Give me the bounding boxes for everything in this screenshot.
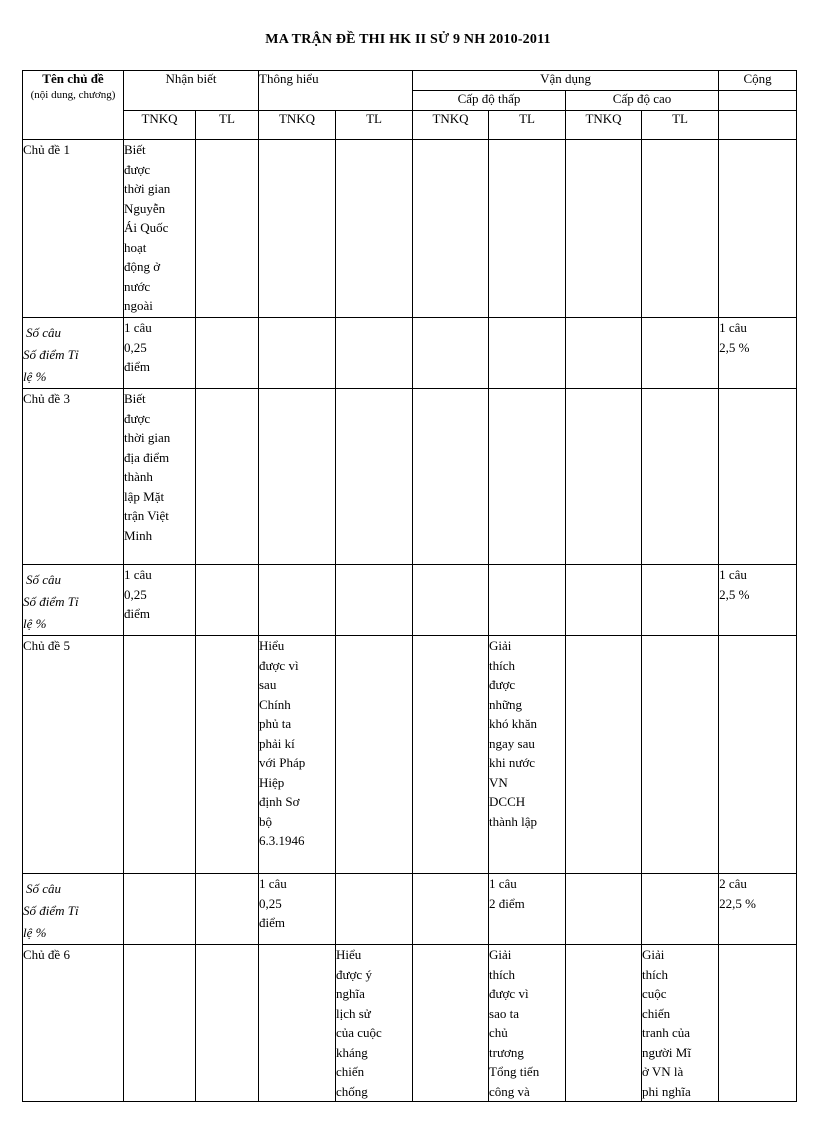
header-topic (23, 71, 124, 140)
header-nhan-biet: Nhận biết (124, 71, 259, 111)
cell-line: 1 câu (124, 320, 152, 335)
score-label (23, 874, 124, 945)
cell-line: Biết (124, 142, 146, 157)
cell-line: được vì (259, 657, 299, 673)
cell-line: địa điểm (124, 449, 170, 465)
cell-content (489, 945, 566, 1102)
cell-line: những (489, 696, 523, 712)
cell-line: thích (489, 966, 516, 982)
cell-content (259, 636, 336, 874)
cell-line: tranh của (642, 1025, 691, 1040)
cell-line: ngay sau (489, 735, 535, 751)
topic-label: Chủ đề 5 (23, 636, 124, 874)
cell-line: 1 câu (259, 876, 287, 891)
cell-total (719, 318, 797, 389)
topic-label: Chủ đề 1 (23, 140, 124, 318)
cell-line: sau (259, 677, 277, 692)
score-label-line2: Số điểm Tỉ (23, 594, 79, 609)
score-label-line2: Số điểm Tỉ (23, 903, 79, 918)
header-cap-do-thap: Cấp độ thấp (413, 91, 566, 111)
cell-line: cuộc (642, 986, 667, 1001)
cell-line: được ý (336, 966, 372, 982)
score-label (23, 318, 124, 389)
cell-line: thích (489, 657, 516, 673)
header-topic-label: Tên chủ đề (42, 71, 104, 86)
score-label-line1: Số câu (26, 572, 62, 587)
cell-line: chiến (642, 1005, 671, 1021)
cell-line: được (124, 161, 151, 177)
cell-line: 1 câu (489, 876, 517, 891)
cell-line: chiến (336, 1064, 365, 1079)
cell-line: trận Việt (124, 508, 169, 523)
cell-total (719, 565, 797, 636)
cell-content (124, 565, 196, 636)
cell-line: thích (642, 966, 669, 982)
cell-line: điểm (259, 915, 285, 930)
header-thong-hieu: Thông hiểu (259, 71, 413, 111)
cell-content (642, 945, 719, 1102)
cell-line: với Pháp (259, 755, 306, 770)
cell-line: nghĩa (336, 986, 365, 1001)
cell-line: 2,5 % (719, 339, 750, 355)
cell-line: phải kí (259, 735, 295, 751)
table-row (23, 636, 797, 874)
score-label-line3: lệ % (23, 925, 47, 940)
cell-line: DCCH (489, 794, 526, 809)
cell-line: 0,25 (259, 895, 282, 911)
cell-line: của cuộc (336, 1025, 382, 1040)
cell-content (124, 389, 196, 565)
score-label-line3: lệ % (23, 616, 47, 631)
cell-line: Hiểu (336, 947, 362, 962)
cell-line: chống (336, 1083, 368, 1099)
cell-line: 22,5 % (719, 895, 756, 911)
cell-line: thời gian (124, 181, 171, 196)
cell-line: Giải (489, 947, 512, 962)
cell-line: thành (124, 469, 153, 484)
cell-content (489, 874, 566, 945)
cell-line: Giải (489, 638, 512, 653)
header-nb-tnkq: TNKQ (124, 111, 196, 140)
header-nb-tl: TL (196, 111, 259, 140)
table-row (23, 389, 797, 565)
header-topic-sub: (nội dung, chương) (30, 89, 116, 101)
cell-line: Hiệp (259, 774, 285, 790)
cell-line: nước (124, 278, 151, 294)
header-cong-blank-2 (719, 111, 797, 140)
score-label (23, 565, 124, 636)
cell-line: Chính (259, 696, 291, 712)
score-label-line2: Số điểm Tỉ (23, 347, 79, 362)
table-row (23, 140, 797, 318)
cell-line: lịch sử (336, 1005, 371, 1021)
cell-line: khi nước (489, 755, 536, 770)
cell-line: trương (489, 1044, 524, 1060)
header-thap-tl: TL (489, 111, 566, 140)
cell-line: phủ ta (259, 716, 292, 731)
cell-line: Hiểu (259, 638, 285, 653)
topic-label: Chủ đề 6 (23, 945, 124, 1102)
cell-line: ngoài (124, 298, 153, 313)
cell-line: 1 câu (719, 567, 747, 582)
cell-line: 0,25 (124, 339, 147, 355)
header-cong: Cộng (719, 71, 797, 91)
header-cao-tl: TL (642, 111, 719, 140)
cell-line: hoạt (124, 239, 147, 255)
cell-content (124, 318, 196, 389)
cell-line: kháng (336, 1044, 368, 1060)
cell-line: VN (489, 774, 508, 790)
cell-line: 1 câu (719, 320, 747, 335)
exam-matrix-table (22, 70, 797, 1102)
cell-line: Tổng tiến (489, 1064, 540, 1079)
header-th-tnkq: TNKQ (259, 111, 336, 140)
cell-line: thành lập (489, 813, 538, 829)
cell-line: Nguyễn (124, 200, 166, 216)
cell-content (336, 945, 413, 1102)
table-row (23, 318, 797, 389)
header-thap-tnkq: TNKQ (413, 111, 489, 140)
header-van-dung: Vận dụng (413, 71, 719, 91)
cell-line: Biết (124, 391, 146, 406)
cell-line: được vì (489, 986, 529, 1001)
header-cao-tnkq: TNKQ (566, 111, 642, 140)
cell-line: phi nghĩa (642, 1083, 691, 1099)
table-row (23, 565, 797, 636)
cell-line: khó khăn (489, 716, 538, 731)
cell-line: Giải (642, 947, 665, 962)
cell-line: 2 câu (719, 876, 747, 891)
table-row (23, 945, 797, 1102)
cell-line: 1 câu (124, 567, 152, 582)
cell-line: ở VN là (642, 1064, 684, 1079)
cell-line: thời gian (124, 430, 171, 445)
cell-line: điểm (124, 606, 150, 621)
cell-line: người Mĩ (642, 1044, 691, 1060)
cell-line: bộ (259, 813, 272, 829)
header-cap-do-cao: Cấp độ cao (566, 91, 719, 111)
cell-total (719, 874, 797, 945)
cell-line: công và (489, 1083, 530, 1099)
cell-line: lập Mặt (124, 488, 165, 504)
header-th-tl: TL (336, 111, 413, 140)
score-label-line3: lệ % (23, 369, 47, 384)
cell-content (489, 636, 566, 874)
cell-line: 2,5 % (719, 586, 750, 602)
cell-line: động ở (124, 259, 161, 274)
cell-line: Minh (124, 527, 153, 543)
cell-line: được (489, 677, 516, 692)
cell-line: Ái Quốc (124, 220, 169, 235)
document-title: MA TRẬN ĐỀ THI HK II SỬ 9 NH 2010-2011 (265, 32, 551, 47)
cell-line: 0,25 (124, 586, 147, 602)
topic-label: Chủ đề 3 (23, 389, 124, 565)
score-label-line1: Số câu (26, 325, 62, 340)
score-label-line1: Số câu (26, 881, 62, 896)
cell-line: định Sơ (259, 794, 300, 809)
cell-line: 6.3.1946 (259, 833, 305, 848)
header-cong-blank (719, 91, 797, 111)
cell-content (124, 140, 196, 318)
cell-line: chủ (489, 1025, 508, 1040)
table-row (23, 874, 797, 945)
cell-line: điểm (124, 359, 150, 374)
cell-line: 2 điểm (489, 895, 525, 911)
cell-line: được (124, 410, 151, 426)
cell-line: sao ta (489, 1005, 519, 1021)
cell-content (259, 874, 336, 945)
